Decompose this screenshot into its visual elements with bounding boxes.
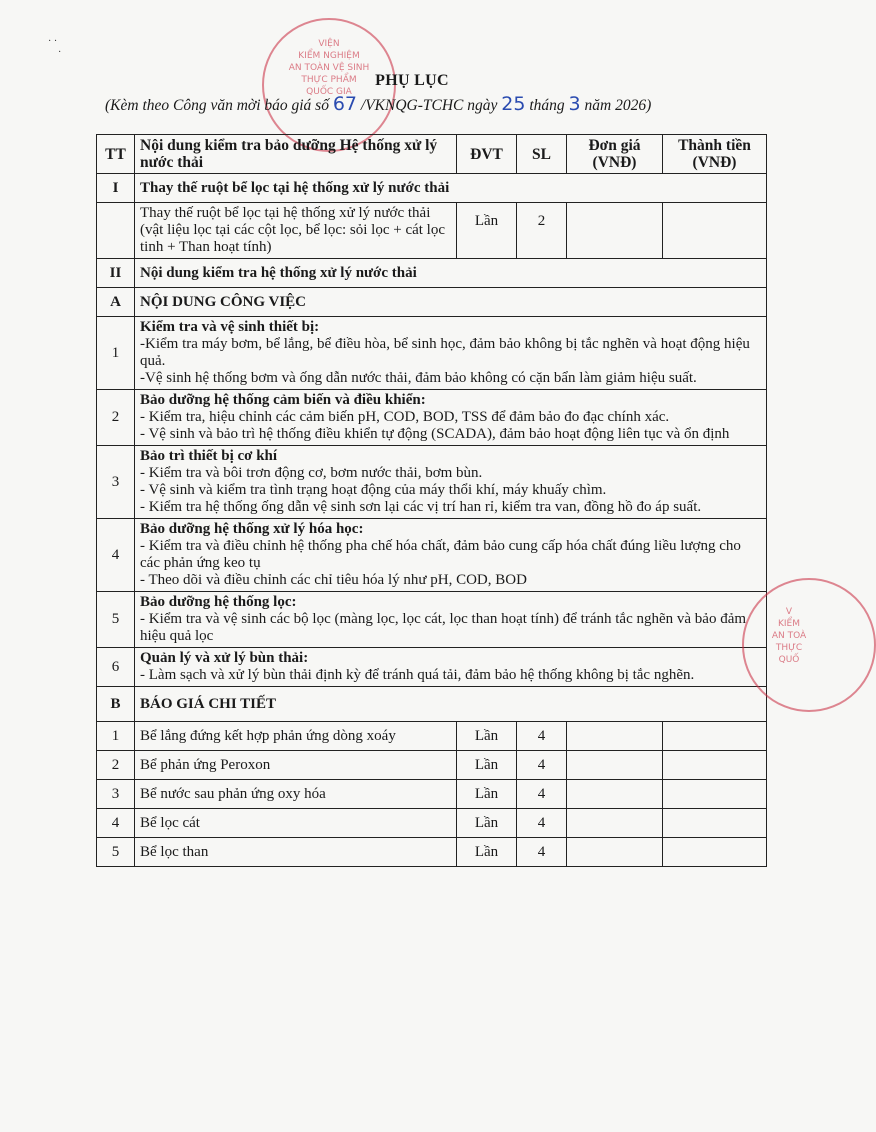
row-content: Thay thế ruột bể lọc tại hệ thống xử lý nước thải (vật liệu lọc tại các cột lọc, bể lọc: sỏi lọc + cát lọc tinh + Than hoạt tính) [135, 203, 457, 259]
scan-specks: · · · [48, 36, 62, 58]
table-row: Thay thế ruột bể lọc tại hệ thống xử lý nước thải (vật liệu lọc tại các cột lọc, bể lọc: sỏi lọc + cát lọc tinh + Than hoạt tính) Lần 2 [97, 203, 767, 259]
appendix-table [96, 134, 767, 867]
list-item: 5 Bảo dưỡng hệ thống lọc: - Kiểm tra và vệ sinh các bộ lọc (màng lọc, lọc cát, lọc than hoạt tính) để tránh tắc nghẽn và bảo đảm hiệu quả lọc [97, 592, 767, 648]
section-row-II: II Nội dung kiểm tra hệ thống xử lý nước thải [97, 259, 767, 288]
red-seal-stamp: VIỆN KIỂM NGHIỆM AN TOÀN VỆ SINH THỰC PHẨM QUỐC GIA [262, 18, 396, 152]
col-header-unit: ĐVT [457, 135, 517, 174]
col-header-price: Đơn giá (VNĐ) [567, 135, 663, 174]
section-row-A: A NỘI DUNG CÔNG VIỆC [97, 288, 767, 317]
page-title: PHỤ LỤC [375, 72, 449, 89]
table-row: 2 Bể phản ứng Peroxon Lần 4 [97, 751, 767, 780]
list-item: 1 Kiểm tra và vệ sinh thiết bị: -Kiểm tra máy bơm, bể lắng, bể điều hòa, bể sinh học, đảm bảo không bị tắc nghẽn và hoạt động hiệu quả. -Vệ sinh hệ thống bơm và ống dẫn nước thải, đảm bảo không có cặn bẩn làm giảm hiệu suất. [97, 317, 767, 390]
list-item: 3 Bảo trì thiết bị cơ khí - Kiểm tra và bôi trơn động cơ, bơm nước thải, bơm bùn. - Vệ sinh và kiểm tra tình trạng hoạt động của máy thổi khí, máy khuấy chìm. - Kiểm tra hệ thống ống dẫn vệ sinh sơn lại các vị trí han rỉ, kiểm tra van, đồng hồ đo áp suất. [97, 446, 767, 519]
col-header-tt: TT [97, 135, 135, 174]
list-item: 4 Bảo dưỡng hệ thống xử lý hóa học: - Kiểm tra và điều chỉnh hệ thống pha chế hóa chất, đảm bảo cung cấp hóa chất đúng liều lượng cho các phản ứng keo tụ - Theo dõi và điều chỉnh các chỉ tiêu hóa lý như pH, COD, BOD [97, 519, 767, 592]
section-row-I: I Thay thế ruột bể lọc tại hệ thống xử lý nước thải [97, 174, 767, 203]
table-row: 4 Bể lọc cát Lần 4 [97, 809, 767, 838]
handwritten-day: 25 [501, 93, 526, 115]
red-seal-stamp-edge: V KIỂM AN TOÀ THỰC QUỐ [742, 578, 876, 712]
list-item: 6 Quản lý và xử lý bùn thải: - Làm sạch và xử lý bùn thải định kỳ để tránh quá tải, đảm bảo hệ thống không bị tắc nghẽn. [97, 648, 767, 687]
col-header-qty: SL [517, 135, 567, 174]
table-row: 5 Bể lọc than Lần 4 [97, 838, 767, 867]
section-row-B: B BÁO GIÁ CHI TIẾT [97, 687, 767, 722]
list-item: 2 Bảo dưỡng hệ thống cảm biến và điều khiển: - Kiểm tra, hiệu chỉnh các cảm biến pH, COD, BOD, TSS để đảm bảo đo đạc chính xác. - Vệ sinh và bảo trì hệ thống điều khiển tự động (SCADA), đảm bảo hoạt động liên tục và ổn định [97, 390, 767, 446]
page-subtitle: (Kèm theo Công văn mời báo giá số 67 /VKNQG-TCHC ngày 25 tháng 3 năm 2026) [105, 93, 652, 115]
handwritten-month: 3 [568, 93, 581, 115]
table-row: 3 Bể nước sau phản ứng oxy hóa Lần 4 [97, 780, 767, 809]
table-header-row [97, 135, 767, 174]
handwritten-doc-number: 67 [332, 93, 358, 115]
col-header-total: Thành tiền (VNĐ) [663, 135, 767, 174]
col-header-content: Nội dung kiểm tra bảo dưỡng Hệ thống xử lý nước thải [135, 135, 457, 174]
table-row: 1 Bể lắng đứng kết hợp phản ứng dòng xoáy Lần 4 [97, 722, 767, 751]
